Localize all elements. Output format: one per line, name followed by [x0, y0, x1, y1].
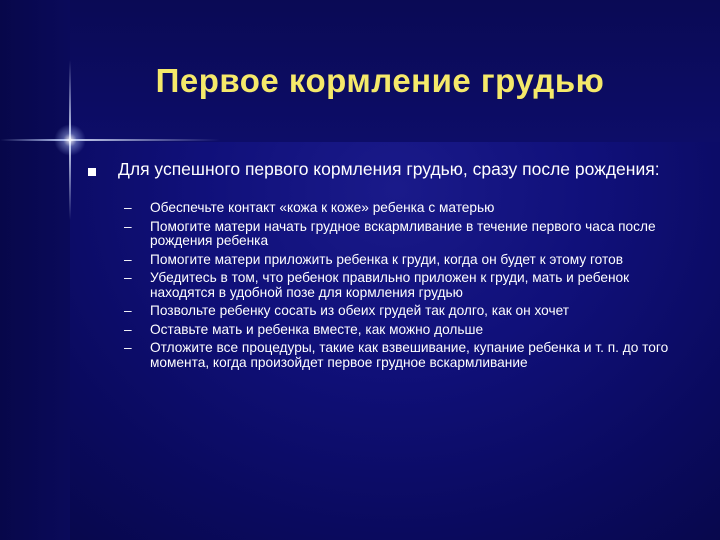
left-band [0, 0, 70, 540]
main-bullet [88, 160, 678, 179]
dash-icon: – [124, 251, 132, 267]
list-item [124, 201, 684, 216]
list-item-text: Помогите матери начать грудное вскармливание в течение первого часа после рождения ребенка [150, 218, 656, 248]
dash-icon: – [124, 340, 132, 355]
dash-icon: – [124, 303, 132, 318]
list-item [124, 271, 684, 300]
slide-title: Первое кормление грудью [155, 62, 605, 99]
list-item-text: Отложите все процедуры, такие как взвешивание, купание ребенка и т. п. до того момента, когда произойдет первое грудное вскармливание [150, 340, 669, 370]
list-item-text: Убедитесь в том, что ребенок правильно приложен к груди, мать и ребенок находятся в удобной позе для кормления грудью [150, 270, 630, 300]
list-item [124, 341, 684, 370]
sub-bullet-list [124, 201, 684, 374]
list-item-text: Обеспечьте контакт «кожа к коже» ребенка с матерью [150, 200, 495, 215]
dash-icon: – [124, 270, 132, 285]
square-bullet-icon [88, 168, 96, 176]
main-bullet-text: Для успешного первого кормления грудью, сразу после рождения: [118, 159, 660, 179]
list-item-text: Оставьте мать и ребенка вместе, как можно дольше [150, 321, 484, 337]
dash-icon: – [124, 218, 132, 234]
list-item-text: Позвольте ребенку сосать из обеих грудей так долго, как он хочет [150, 303, 570, 318]
list-item [124, 323, 684, 338]
flare-horizontal-line [0, 139, 220, 141]
list-item [124, 304, 684, 319]
sparkle-icon [54, 124, 86, 156]
dash-icon: – [124, 200, 132, 215]
list-item-text: Помогите матери приложить ребенка к груди, когда он будет к этому готов [150, 251, 623, 267]
dash-icon: – [124, 321, 132, 337]
list-item [124, 253, 684, 268]
list-item [124, 220, 684, 249]
